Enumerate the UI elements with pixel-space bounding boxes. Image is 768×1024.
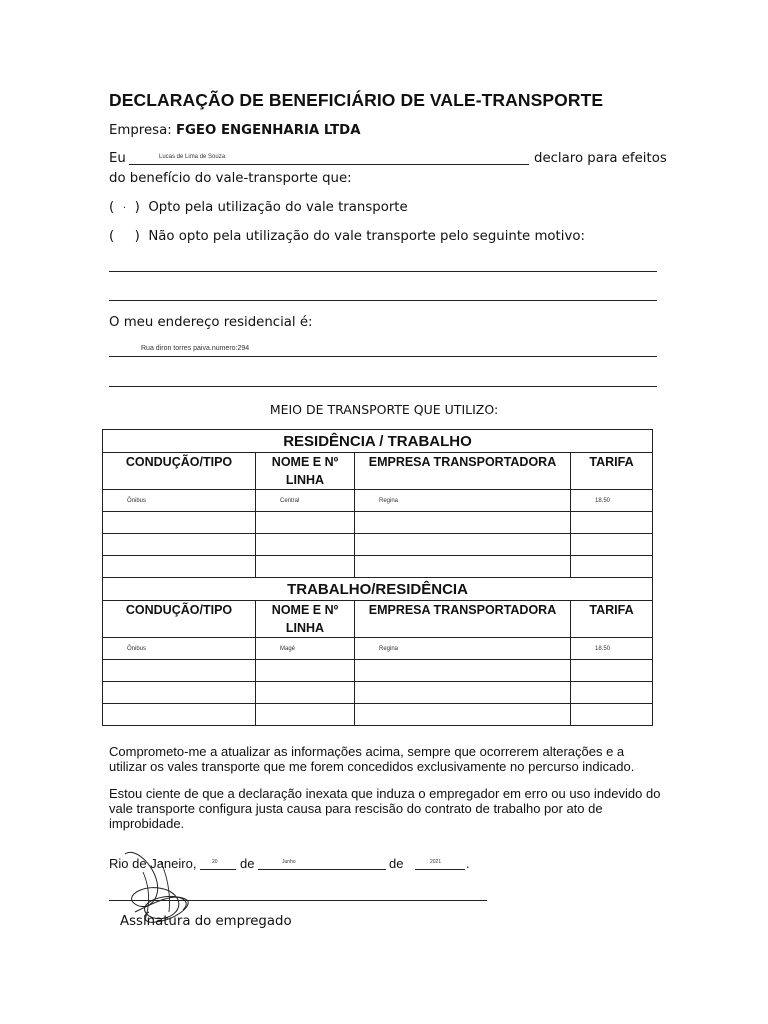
document-title: DECLARAÇÃO DE BENEFICIÁRIO DE VALE-TRANSPORTE: [109, 90, 604, 110]
reason-line-2[interactable]: [109, 300, 657, 301]
signature-label: Assinatura do empregado: [120, 914, 292, 929]
transport-heading: [0, 402, 768, 417]
cell-empresa[interactable]: Regina: [355, 638, 571, 660]
company-label: Empresa:: [109, 123, 176, 138]
table-row: [103, 556, 653, 578]
header-tarifa: TARIFA: [571, 453, 653, 490]
section-residencia-trabalho: RESIDÊNCIA / TRABALHO: [103, 430, 653, 453]
cell-tarifa[interactable]: [571, 512, 653, 534]
cell-linha[interactable]: Central: [256, 490, 355, 512]
cell-tipo[interactable]: [103, 660, 256, 682]
cell-tipo[interactable]: [103, 534, 256, 556]
table-row: [103, 490, 653, 512]
table-row: [103, 638, 653, 660]
table-row: [103, 512, 653, 534]
cell-empresa[interactable]: [355, 512, 571, 534]
commitment-paragraph: Comprometo-me a atualizar as informações acima, sempre que ocorrerem alterações e a utilizar os vales transporte que me forem concedidos exclusivamente no percurso indicado.: [109, 744, 635, 774]
cell-linha[interactable]: [256, 556, 355, 578]
table-row: [103, 682, 653, 704]
address-line-1[interactable]: [109, 356, 657, 357]
table-row: [103, 704, 653, 726]
option-yes[interactable]: [109, 200, 408, 215]
cell-linha[interactable]: [256, 682, 355, 704]
table-header-row: [103, 601, 653, 638]
name-field-line[interactable]: [129, 164, 529, 165]
awareness-paragraph: Estou ciente de que a declaração inexata que induza o empregador em erro ou uso indevido do vale transporte configura justa causa para rescisão do contrato de trabalho por ato de improbidade.: [109, 786, 661, 831]
cell-empresa[interactable]: [355, 704, 571, 726]
header-tarifa: TARIFA: [571, 601, 653, 638]
cell-empresa[interactable]: Regina: [355, 490, 571, 512]
section-trabalho-residencia: TRABALHO/RESIDÊNCIA: [103, 578, 653, 601]
header-conducao: CONDUÇÃO/TIPO: [103, 601, 256, 638]
cell-tarifa[interactable]: [571, 682, 653, 704]
cell-linha[interactable]: [256, 512, 355, 534]
cell-tipo[interactable]: Ônibus: [103, 638, 256, 660]
cell-linha[interactable]: [256, 704, 355, 726]
eu-label: Eu: [109, 151, 126, 166]
company-name: FGEO ENGENHARIA LTDA: [175, 123, 361, 138]
reason-line-1[interactable]: [109, 271, 657, 272]
day-value[interactable]: 20: [212, 859, 218, 865]
header-nome-linha: NOME E Nº LINHA: [256, 453, 355, 490]
cell-tipo[interactable]: [103, 512, 256, 534]
table-row: [103, 660, 653, 682]
address-value[interactable]: Rua diron torres paiva.numero:294: [141, 345, 250, 352]
option-yes-checkbox[interactable]: ( · ): [109, 200, 140, 215]
year-value[interactable]: 2021: [430, 859, 442, 865]
date-de-2: de: [389, 856, 404, 871]
cell-empresa[interactable]: [355, 660, 571, 682]
cell-tarifa[interactable]: [571, 660, 653, 682]
cell-tarifa[interactable]: 18.50: [571, 490, 653, 512]
declaro-text: declaro para efeitos: [534, 151, 667, 166]
table-header-row: [103, 453, 653, 490]
table-row: [103, 534, 653, 556]
cell-tipo[interactable]: [103, 682, 256, 704]
cell-tarifa[interactable]: [571, 556, 653, 578]
year-line[interactable]: [415, 869, 465, 870]
header-conducao: CONDUÇÃO/TIPO: [103, 453, 256, 490]
address-label: O meu endereço residencial é:: [109, 315, 313, 330]
month-value[interactable]: Junho: [282, 859, 296, 865]
cell-empresa[interactable]: [355, 534, 571, 556]
cell-tipo[interactable]: [103, 704, 256, 726]
signature-stroke-3: [143, 862, 170, 920]
cell-tarifa[interactable]: [571, 534, 653, 556]
header-empresa: EMPRESA TRANSPORTADORA: [355, 453, 571, 490]
company-line: [109, 123, 360, 138]
date-end: .: [466, 856, 470, 871]
cell-tarifa[interactable]: 18.50: [571, 638, 653, 660]
option-no[interactable]: [109, 229, 585, 244]
cell-tarifa[interactable]: [571, 704, 653, 726]
address-line-2[interactable]: [109, 386, 657, 387]
header-nome-linha: NOME E Nº LINHA: [256, 601, 355, 638]
cell-linha[interactable]: [256, 534, 355, 556]
transport-table: [102, 429, 653, 726]
transport-heading-text: MEIO DE TRANSPORTE QUE UTILIZO:: [269, 402, 499, 417]
header-empresa: EMPRESA TRANSPORTADORA: [355, 601, 571, 638]
cell-tipo[interactable]: [103, 556, 256, 578]
declaro-continuation: do benefício do vale-transporte que:: [109, 171, 352, 186]
cell-empresa[interactable]: [355, 682, 571, 704]
cell-tipo[interactable]: Ônibus: [103, 490, 256, 512]
employee-name-value[interactable]: Lucas de Lima de Souza: [159, 154, 226, 160]
option-no-checkbox[interactable]: ( ): [109, 229, 140, 244]
cell-linha[interactable]: Magé: [256, 638, 355, 660]
cell-empresa[interactable]: [355, 556, 571, 578]
month-line[interactable]: [258, 869, 386, 870]
option-yes-label: Opto pela utilização do vale transporte: [148, 200, 408, 215]
date-city: Rio de Janeiro,: [109, 856, 197, 871]
date-de-1: de: [240, 856, 255, 871]
cell-linha[interactable]: [256, 660, 355, 682]
signature-line[interactable]: [109, 900, 487, 901]
option-no-label: Não opto pela utilização do vale transporte pelo seguinte motivo:: [148, 229, 585, 244]
signature-stroke-1: [125, 852, 186, 918]
